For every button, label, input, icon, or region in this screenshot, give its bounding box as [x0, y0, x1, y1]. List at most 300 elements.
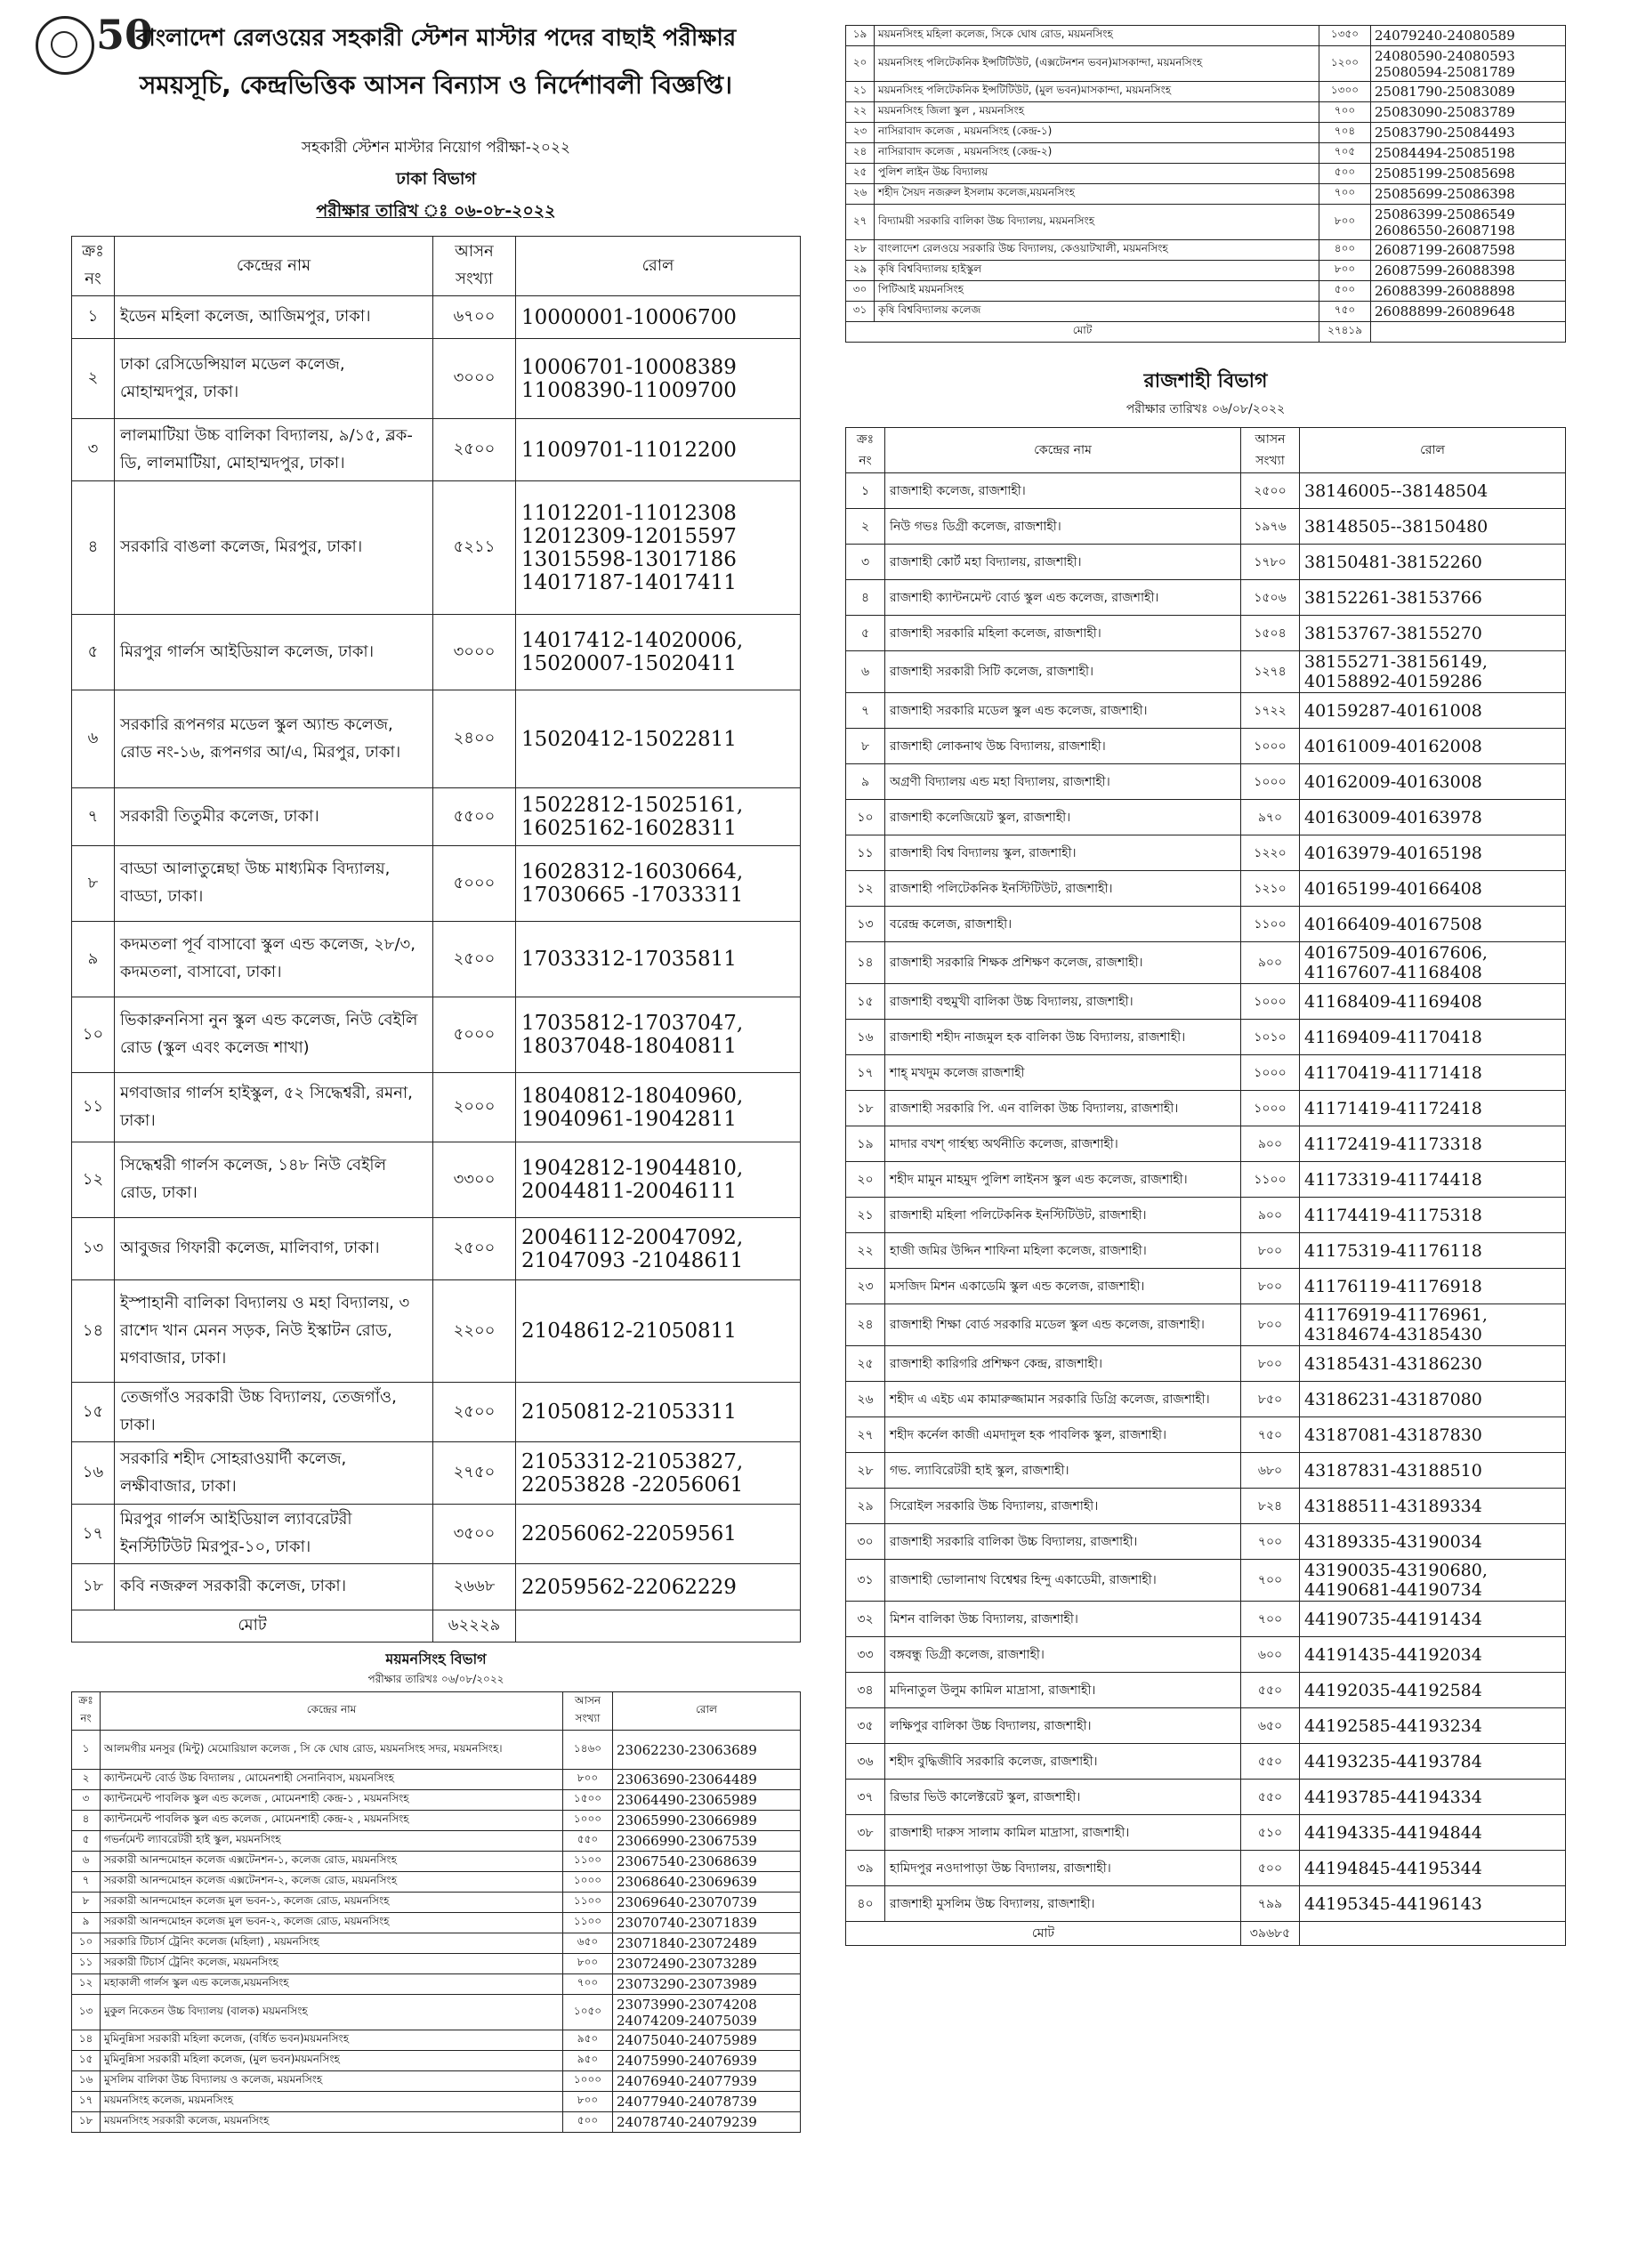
row-seats: ৮০০: [1319, 261, 1371, 281]
row-roll: 25083090-25083789: [1371, 102, 1566, 123]
col-center-header: কেন্দ্রের নাম: [885, 428, 1241, 473]
table-row: [72, 690, 801, 788]
row-no: ১০: [72, 997, 115, 1073]
row-seats: ৫২১১: [433, 481, 516, 615]
row-roll: 16028312-16030664, 17030665 -17033311: [516, 846, 801, 922]
row-center-name: ঢাকা রেসিডেন্সিয়াল মডেল কলেজ, মোহাম্মদপুর, ঢাকা।: [115, 339, 433, 419]
row-no: ২৭: [846, 1417, 885, 1453]
row-seats: ১২০০: [1319, 46, 1371, 82]
table-row: [846, 1162, 1566, 1198]
row-seats: ১৫০৪: [1241, 616, 1300, 651]
row-no: ৩৯: [846, 1851, 885, 1886]
row-no: ১১: [846, 835, 885, 871]
row-center-name: শহীদ এ এইচ এম কামারুজ্জামান সরকারি ডিগ্রি কলেজ, রাজশাহী।: [885, 1382, 1241, 1417]
row-seats: ১১০০: [563, 1852, 613, 1872]
table-row: [846, 1886, 1566, 1922]
row-roll: 10006701-10008389 11008390-11009700: [516, 339, 801, 419]
notice-header: [71, 20, 801, 227]
row-no: ২: [846, 509, 885, 545]
table-row: [72, 1790, 801, 1811]
row-roll: 24080590-24080593 25080594-25081789: [1371, 46, 1566, 82]
row-no: ২০: [846, 46, 875, 82]
table-row: [72, 2112, 801, 2133]
total-row: [846, 1922, 1566, 1946]
row-seats: ৫০০: [1319, 281, 1371, 302]
table-row: [846, 1417, 1566, 1453]
row-roll: 40162009-40163008: [1300, 764, 1566, 800]
row-seats: ৫৫০: [1241, 1780, 1300, 1815]
row-seats: ৩০০০: [433, 615, 516, 690]
row-seats: ১২২০: [1241, 835, 1300, 871]
table-row: [72, 1142, 801, 1218]
row-center-name: রাজশাহী সরকারী সিটি কলেজ, রাজশাহী।: [885, 651, 1241, 693]
rajshahi-table: [845, 427, 1566, 1946]
row-seats: ৮০০: [563, 2092, 613, 2112]
row-seats: ৮০০: [1241, 1304, 1300, 1346]
total-label: মোট: [846, 322, 1319, 343]
row-roll: 41170419-41171418: [1300, 1055, 1566, 1091]
row-seats: ৩৩০০: [433, 1142, 516, 1218]
row-seats: ১২৭৪: [1241, 651, 1300, 693]
row-roll: 40166409-40167508: [1300, 907, 1566, 942]
table-row: [846, 1673, 1566, 1708]
row-center-name: সরকারী আনন্দমোহন কলেজ মুল ভবন-১, কলেজ রোড, ময়মনসিংহ: [101, 1893, 563, 1913]
row-no: ১: [72, 296, 115, 339]
row-roll: 40161009-40162008: [1300, 729, 1566, 764]
row-roll: 24079240-24080589: [1371, 26, 1566, 46]
row-seats: ১৫০০: [563, 1790, 613, 1811]
row-roll: 24075990-24076939: [613, 2051, 801, 2071]
row-no: ১৭: [72, 2092, 101, 2112]
row-center-name: রাজশাহী বিশ্ব বিদ্যালয় স্কুল, রাজশাহী।: [885, 835, 1241, 871]
row-center-name: বরেন্দ্র কলেজ, রাজশাহী।: [885, 907, 1241, 942]
row-roll: 19042812-19044810, 20044811-20046111: [516, 1142, 801, 1218]
row-roll: 41176919-41176961, 43184674-43185430: [1300, 1304, 1566, 1346]
row-roll: 24077940-24078739: [613, 2092, 801, 2112]
row-center-name: রাজশাহী সরকারি বালিকা উচ্চ বিদ্যালয়, রাজশাহী।: [885, 1524, 1241, 1560]
row-no: ২০: [846, 1162, 885, 1198]
table-row: [846, 1524, 1566, 1560]
row-roll: 23063690-23064489: [613, 1770, 801, 1790]
row-seats: ৯০০: [1241, 942, 1300, 984]
col-roll-header: রোল: [1300, 428, 1566, 473]
total-roll-empty: [1371, 322, 1566, 343]
row-no: ১২: [846, 871, 885, 907]
row-seats: ৫৫০০: [433, 788, 516, 846]
table-row: [846, 1055, 1566, 1091]
table-row: [846, 580, 1566, 616]
row-no: ৩: [72, 1790, 101, 1811]
mymensingh-division-title: ময়মনসিংহ বিভাগ: [385, 1651, 487, 1667]
row-seats: ৮২৪: [1241, 1489, 1300, 1524]
row-center-name: মিশন বালিকা উচ্চ বিদ্যালয়, রাজশাহী।: [885, 1602, 1241, 1637]
row-no: ৭: [72, 1872, 101, 1893]
table-row: [846, 616, 1566, 651]
table-row: [846, 1780, 1566, 1815]
row-roll: 40163979-40165198: [1300, 835, 1566, 871]
row-seats: ৯০০: [1241, 1126, 1300, 1162]
row-seats: ১০০০: [1241, 729, 1300, 764]
row-no: ৩০: [846, 281, 875, 302]
row-seats: ২৫০০: [433, 1218, 516, 1280]
mymensingh-table-part1: [71, 1691, 801, 2133]
row-roll: 17033312-17035811: [516, 922, 801, 997]
row-no: ৩১: [846, 1560, 885, 1602]
table-row: [846, 1560, 1566, 1602]
row-no: ২৬: [846, 1382, 885, 1417]
table-row: [846, 651, 1566, 693]
col-no-header: ক্রঃ নং: [72, 237, 115, 296]
total-seats: ২৭৪১৯: [1319, 322, 1371, 343]
row-no: ২৪: [846, 143, 875, 164]
row-seats: ২৪০০: [433, 690, 516, 788]
table-row: [846, 123, 1566, 143]
row-roll: 40165199-40166408: [1300, 871, 1566, 907]
col-seats-header: আসন সংখ্যা: [563, 1692, 613, 1731]
table-row: [846, 46, 1566, 82]
table-row: [846, 1602, 1566, 1637]
table-row: [846, 1233, 1566, 1269]
row-roll: 41173319-41174418: [1300, 1162, 1566, 1198]
row-roll: 41172419-41173318: [1300, 1126, 1566, 1162]
row-no: ১৮: [72, 2112, 101, 2133]
row-no: ১৩: [72, 1218, 115, 1280]
table-row: [846, 1198, 1566, 1233]
table-row: [846, 184, 1566, 205]
table-row: [846, 1269, 1566, 1304]
row-center-name: আলমগীর মনসুর (মিন্টু) মেমোরিয়াল কলেজ , সি কে ঘোষ রোড, ময়মনসিংহ সদর, ময়মনসিংহ।: [101, 1731, 563, 1770]
row-center-name: মাদার বখশ্ গার্হস্থ্য অর্থনীতি কলেজ, রাজশাহী।: [885, 1126, 1241, 1162]
row-center-name: মুসলিম বালিকা উচ্চ বিদ্যালয় ও কলেজ, ময়মনসিংহ: [101, 2071, 563, 2092]
row-roll: 25081790-25083089: [1371, 82, 1566, 102]
row-roll: 23072490-23073289: [613, 1954, 801, 1974]
row-center-name: বাংলাদেশ রেলওয়ে সরকারি উচ্চ বিদ্যালয়, কেওয়াটখালী, ময়মনসিংহ: [875, 240, 1319, 261]
row-roll: 43189335-43190034: [1300, 1524, 1566, 1560]
row-no: ৯: [72, 922, 115, 997]
row-no: ১৫: [72, 1383, 115, 1442]
row-no: ৫: [846, 616, 885, 651]
row-no: ২৬: [846, 184, 875, 205]
row-seats: ১১০০: [1241, 907, 1300, 942]
row-center-name: সরকারী আনন্দমোহন কলেজ এক্সটেনশন-১, কলেজ রোড, ময়মনসিংহ: [101, 1852, 563, 1872]
row-roll: 43187831-43188510: [1300, 1453, 1566, 1489]
table-row: [846, 1382, 1566, 1417]
row-center-name: আবুজর গিফারী কলেজ, মালিবাগ, ঢাকা।: [115, 1218, 433, 1280]
row-seats: ১৩৫০: [1319, 26, 1371, 46]
col-center-header: কেন্দ্রের নাম: [101, 1692, 563, 1731]
table-row: [846, 205, 1566, 240]
table-row: [846, 1020, 1566, 1055]
row-center-name: রাজশাহী কলেজিয়েট স্কুল, রাজশাহী।: [885, 800, 1241, 835]
row-center-name: সরকারী টিচার্স ট্রেনিং কলেজ, ময়মনসিংহ: [101, 1954, 563, 1974]
row-center-name: ময়মনসিংহ সরকারী কলেজ, ময়মনসিংহ: [101, 2112, 563, 2133]
table-row: [846, 26, 1566, 46]
table-row: [72, 1280, 801, 1383]
row-center-name: শহীদ সৈয়দ নজরুল ইসলাম কলেজ,ময়মনসিংহ: [875, 184, 1319, 205]
row-no: ৮: [72, 846, 115, 922]
row-roll: 44192035-44192584: [1300, 1673, 1566, 1708]
row-center-name: সিরোইল সরকারি উচ্চ বিদ্যালয়, রাজশাহী।: [885, 1489, 1241, 1524]
row-center-name: ইস্পাহানী বালিকা বিদ্যালয় ও মহা বিদ্যালয়, ৩ রাশেদ খান মেনন সড়ক, নিউ ইস্কাটন রোড, মগবাজার, ঢাকা।: [115, 1280, 433, 1383]
row-roll: 23067540-23068639: [613, 1852, 801, 1872]
table-row: [846, 1489, 1566, 1524]
row-no: ১৯: [846, 26, 875, 46]
row-seats: ৭৯৯: [1241, 1886, 1300, 1922]
row-center-name: নাসিরাবাদ কলেজ , ময়মনসিংহ (কেন্দ্র-১): [875, 123, 1319, 143]
table-row: [846, 102, 1566, 123]
table-row: [72, 1831, 801, 1852]
row-center-name: গভর্নমেন্ট ল্যাবরেটরী হাই স্কুল, ময়মনসিংহ: [101, 1831, 563, 1852]
table-row: [846, 164, 1566, 184]
row-roll: 23073290-23073989: [613, 1974, 801, 1995]
row-center-name: শহীদ মামুন মাহমুদ পুলিশ লাইনস স্কুল এন্ড কলেজ, রাজশাহী।: [885, 1162, 1241, 1198]
exam-date: পরীক্ষার তারিখ ঃ ০৬-০৮-২০২২: [316, 201, 556, 221]
row-seats: ১০০০: [563, 1872, 613, 1893]
row-seats: ১৪৬০: [563, 1731, 613, 1770]
row-seats: ৮০০: [563, 1954, 613, 1974]
row-seats: ৫৫০: [1241, 1673, 1300, 1708]
row-roll: 44192585-44193234: [1300, 1708, 1566, 1744]
row-roll: 38155271-38156149, 40158892-40159286: [1300, 651, 1566, 693]
table-row: [72, 1811, 801, 1831]
row-seats: ৫১০: [1241, 1815, 1300, 1851]
row-roll: 24078740-24079239: [613, 2112, 801, 2133]
row-center-name: ক্যান্টনমেন্ট বোর্ড উচ্চ বিদ্যালয় , মোমেনশাহী সেনানিবাস, ময়মনসিংহ: [101, 1770, 563, 1790]
row-no: ৩৭: [846, 1780, 885, 1815]
row-center-name: সরকারী আনন্দমোহন কলেজ এক্সটেনশন-২, কলেজ রোড, ময়মনসিংহ: [101, 1872, 563, 1893]
row-no: ১৩: [72, 1995, 101, 2030]
row-no: ২: [72, 339, 115, 419]
row-no: ১৫: [846, 984, 885, 1020]
row-seats: ৪০০: [1319, 240, 1371, 261]
row-center-name: কদমতলা পূর্ব বাসাবো স্কুল এন্ড কলেজ, ২৮/৩, কদমতলা, বাসাবো, ঢাকা।: [115, 922, 433, 997]
row-center-name: মিরপুর গার্লস আইডিয়াল কলেজ, ঢাকা।: [115, 615, 433, 690]
row-roll: 41176119-41176918: [1300, 1269, 1566, 1304]
row-roll: 22059562-22062229: [516, 1564, 801, 1610]
col-seats-header: আসন সংখ্যা: [433, 237, 516, 296]
right-column: [845, 0, 1566, 1946]
row-roll: 38153767-38155270: [1300, 616, 1566, 651]
row-no: ৯: [72, 1913, 101, 1933]
row-no: ১৪: [72, 2030, 101, 2051]
row-roll: 14017412-14020006, 15020007-15020411: [516, 615, 801, 690]
table-row: [72, 1852, 801, 1872]
row-roll: 26087199-26087598: [1371, 240, 1566, 261]
table-row: [72, 1913, 801, 1933]
table-row: [846, 871, 1566, 907]
left-column: [71, 0, 801, 2133]
row-seats: ৫৫০: [1241, 1744, 1300, 1780]
table-row: [72, 846, 801, 922]
row-no: ২৭: [846, 205, 875, 240]
row-roll: 11009701-11012200: [516, 419, 801, 481]
row-seats: ৭৫০: [1241, 1417, 1300, 1453]
row-center-name: কৃষি বিশ্ববিদ্যালয় হাইস্কুল: [875, 261, 1319, 281]
row-center-name: সরকারী তিতুমীর কলেজ, ঢাকা।: [115, 788, 433, 846]
row-no: ৭: [846, 693, 885, 729]
table-row: [72, 1995, 801, 2030]
row-no: ১৪: [72, 1280, 115, 1383]
row-no: ১: [72, 1731, 101, 1770]
row-roll: 44193235-44193784: [1300, 1744, 1566, 1780]
row-seats: ৭০০: [1241, 1524, 1300, 1560]
row-roll: 40159287-40161008: [1300, 693, 1566, 729]
row-center-name: ইডেন মহিলা কলেজ, আজিমপুর, ঢাকা।: [115, 296, 433, 339]
row-no: ১১: [72, 1954, 101, 1974]
rajshahi-division-title: রাজশাহী বিভাগ: [1143, 370, 1268, 392]
row-roll: 43185431-43186230: [1300, 1346, 1566, 1382]
row-center-name: হাজী জমির উদ্দিন শাফিনা মহিলা কলেজ, রাজশাহী।: [885, 1233, 1241, 1269]
row-no: ৪: [846, 580, 885, 616]
total-seats: ৬২২২৯: [433, 1610, 516, 1642]
row-seats: ৬৫০: [1241, 1708, 1300, 1744]
row-seats: ৬৮০: [1241, 1453, 1300, 1489]
row-center-name: রিভার ভিউ কালেক্টরেট স্কুল, রাজশাহী।: [885, 1780, 1241, 1815]
row-seats: ২৫০০: [433, 1383, 516, 1442]
dhaka-table: [71, 236, 801, 1642]
row-center-name: রাজশাহী সরকারি মডেল স্কুল এন্ড কলেজ, রাজশাহী।: [885, 693, 1241, 729]
table-row: [72, 339, 801, 419]
row-roll: 25086399-25086549 26086550-26087198: [1371, 205, 1566, 240]
row-seats: ১১০০: [563, 1893, 613, 1913]
table-row: [846, 1815, 1566, 1851]
row-no: ৩৬: [846, 1744, 885, 1780]
total-seats: ৩৯৬৮৫: [1241, 1922, 1300, 1946]
row-center-name: রাজশাহী মহিলা পলিটেকনিক ইনস্টিটিউট, রাজশাহী।: [885, 1198, 1241, 1233]
row-center-name: ময়মনসিংহ পলিটেকনিক ইন্সটিটিউট, (এক্সটেনশন ভবন)মাসকান্দা, ময়মনসিংহ: [875, 46, 1319, 82]
row-seats: ১৩০০: [1319, 82, 1371, 102]
row-center-name: মুমিনুন্নিসা সরকারী মহিলা কলেজ, (বর্ধিত ভবন)ময়মনসিংহ: [101, 2030, 563, 2051]
row-seats: ৬০০: [1241, 1637, 1300, 1673]
row-seats: ৯৭০: [1241, 800, 1300, 835]
table-row: [846, 143, 1566, 164]
row-roll: 23068640-23069639: [613, 1872, 801, 1893]
row-roll: 44191435-44192034: [1300, 1637, 1566, 1673]
row-no: ৩: [72, 419, 115, 481]
row-no: ১২: [72, 1974, 101, 1995]
row-roll: 41175319-41176118: [1300, 1233, 1566, 1269]
row-seats: ৯৫০: [563, 2051, 613, 2071]
row-no: ৩১: [846, 302, 875, 322]
row-seats: ৫০০০: [433, 846, 516, 922]
row-roll: 43186231-43187080: [1300, 1382, 1566, 1417]
row-no: ৪: [72, 1811, 101, 1831]
row-center-name: রাজশাহী বহুমুখী বালিকা উচ্চ বিদ্যালয়, রাজশাহী।: [885, 984, 1241, 1020]
col-no-header: ক্রঃ নং: [72, 1692, 101, 1731]
row-center-name: কৃষি বিশ্ববিদ্যালয় কলেজ: [875, 302, 1319, 322]
row-center-name: রাজশাহী শিক্ষা বোর্ড সরকারি মডেল স্কুল এন্ড কলেজ, রাজশাহী।: [885, 1304, 1241, 1346]
row-seats: ১৫০৬: [1241, 580, 1300, 616]
row-center-name: ময়মনসিংহ মহিলা কলেজ, সিকে ঘোষ রোড, ময়মনসিংহ: [875, 26, 1319, 46]
row-center-name: রাজশাহী শহীদ নাজমুল হক বালিকা উচ্চ বিদ্যালয়, রাজশাহী।: [885, 1020, 1241, 1055]
table-row: [846, 1126, 1566, 1162]
row-center-name: বিদ্যাময়ী সরকারি বালিকা উচ্চ বিদ্যালয়, ময়মনসিংহ: [875, 205, 1319, 240]
row-center-name: রাজশাহী সরকারি মহিলা কলেজ, রাজশাহী।: [885, 616, 1241, 651]
table-row: [72, 1893, 801, 1913]
row-seats: ৭০০: [563, 1974, 613, 1995]
row-seats: ৮০০: [1319, 205, 1371, 240]
row-center-name: ময়মনসিংহ জিলা স্কুল , ময়মনসিংহ: [875, 102, 1319, 123]
row-seats: ৭০০: [1319, 102, 1371, 123]
row-seats: ৭০৪: [1319, 123, 1371, 143]
table-row: [72, 481, 801, 615]
row-center-name: ক্যান্টনমেন্ট পাবলিক স্কুল এন্ড কলেজ , মোমেনশাহী কেন্দ্র-২ , ময়মনসিংহ: [101, 1811, 563, 1831]
row-no: ১৬: [846, 1020, 885, 1055]
total-row: [72, 1610, 801, 1642]
row-roll: 44195345-44196143: [1300, 1886, 1566, 1922]
table-row: [846, 261, 1566, 281]
row-center-name: বাড্ডা আলাতুন্নেছা উচ্চ মাধ্যমিক বিদ্যালয়, বাড্ডা, ঢাকা।: [115, 846, 433, 922]
row-no: ১২: [72, 1142, 115, 1218]
row-no: ২২: [846, 1233, 885, 1269]
row-center-name: রাজশাহী সরকারি শিক্ষক প্রশিক্ষণ কলেজ, রাজশাহী।: [885, 942, 1241, 984]
row-no: ২১: [846, 1198, 885, 1233]
table-row: [72, 1073, 801, 1142]
row-seats: ৩৫০০: [433, 1505, 516, 1564]
row-roll: 41174419-41175318: [1300, 1198, 1566, 1233]
row-no: ১৭: [846, 1055, 885, 1091]
row-no: ৫: [72, 615, 115, 690]
row-roll: 25084494-25085198: [1371, 143, 1566, 164]
row-no: ২১: [846, 82, 875, 102]
row-roll: 18040812-18040960, 19040961-19042811: [516, 1073, 801, 1142]
row-seats: ৭০০: [1319, 184, 1371, 205]
row-roll: 38148505--38150480: [1300, 509, 1566, 545]
table-row: [846, 942, 1566, 984]
row-seats: ১১০০: [563, 1913, 613, 1933]
row-center-name: রাজশাহী ক্যান্টনমেন্ট বোর্ড স্কুল এন্ড কলেজ, রাজশাহী।: [885, 580, 1241, 616]
table-row: [846, 693, 1566, 729]
row-no: ২২: [846, 102, 875, 123]
row-seats: ২৬৬৮: [433, 1564, 516, 1610]
row-center-name: ভিকারুননিসা নুন স্কুল এন্ড কলেজ, নিউ বেইলি রোড (স্কুল এবং কলেজ শাখা): [115, 997, 433, 1073]
row-roll: 24076940-24077939: [613, 2071, 801, 2092]
row-center-name: সরকারি বাঙলা কলেজ, মিরপুর, ঢাকা।: [115, 481, 433, 615]
row-center-name: গভ. ল্যাবিরেটরী হাই স্কুল, রাজশাহী।: [885, 1453, 1241, 1489]
row-no: ৪০: [846, 1886, 885, 1922]
table-row: [72, 1731, 801, 1770]
row-center-name: সরকারি রূপনগর মডেল স্কুল অ্যান্ড কলেজ, রোড নং-১৬, রূপনগর আ/এ, মিরপুর, ঢাকা।: [115, 690, 433, 788]
row-roll: 41171419-41172418: [1300, 1091, 1566, 1126]
exam-name: সহকারী স্টেশন মাস্টার নিয়োগ পরীক্ষা-২০২২: [301, 139, 571, 157]
row-roll: 24075040-24075989: [613, 2030, 801, 2051]
row-roll: 26088399-26088898: [1371, 281, 1566, 302]
row-no: ১৯: [846, 1126, 885, 1162]
table-row: [846, 800, 1566, 835]
row-roll: 40163009-40163978: [1300, 800, 1566, 835]
row-center-name: সরকারী আনন্দমোহন কলেজ মুল ভবন-২, কলেজ রোড, ময়মনসিংহ: [101, 1913, 563, 1933]
table-row: [846, 1637, 1566, 1673]
total-label: মোট: [72, 1610, 433, 1642]
total-roll-empty: [516, 1610, 801, 1642]
row-seats: ২৫০০: [433, 419, 516, 481]
row-roll: 44193785-44194334: [1300, 1780, 1566, 1815]
row-seats: ৫০০: [1319, 164, 1371, 184]
total-label: মোট: [846, 1922, 1241, 1946]
row-roll: 41168409-41169408: [1300, 984, 1566, 1020]
row-roll: 11012201-11012308 12012309-12015597 13015598-13017186 14017187-14017411: [516, 481, 801, 615]
row-seats: ৮০০: [1241, 1269, 1300, 1304]
table-row: [846, 764, 1566, 800]
table-row: [846, 984, 1566, 1020]
row-no: ১: [846, 473, 885, 509]
table-row: [846, 1851, 1566, 1886]
col-center-header: কেন্দ্রের নাম: [115, 237, 433, 296]
row-no: ২৫: [846, 1346, 885, 1382]
row-no: ২৪: [846, 1304, 885, 1346]
row-center-name: নিউ গভঃ ডিগ্রী কলেজ, রাজশাহী।: [885, 509, 1241, 545]
row-seats: ১০০০: [563, 1811, 613, 1831]
